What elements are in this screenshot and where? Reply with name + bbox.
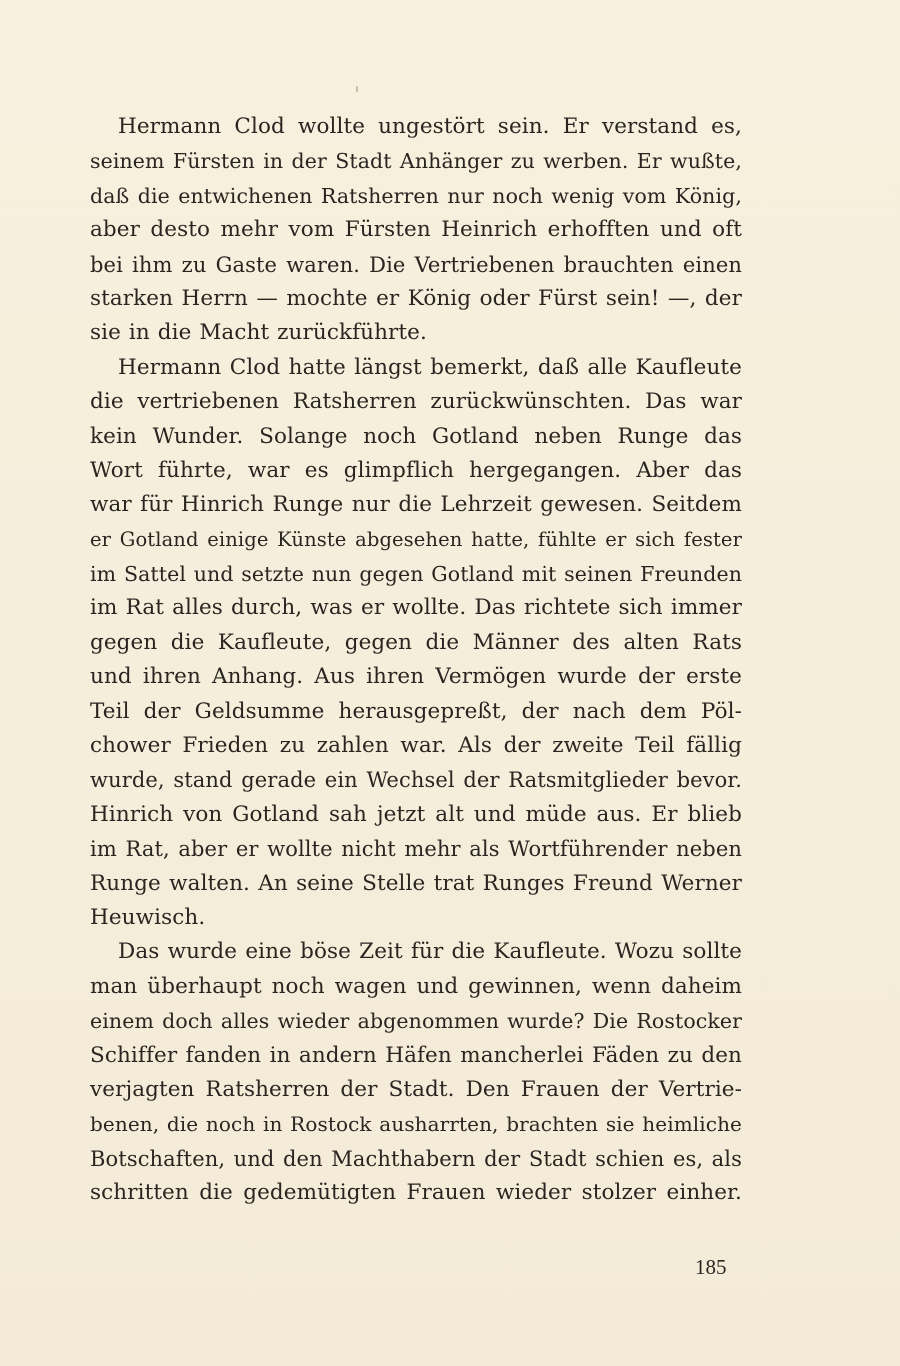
text-line: seinem Fürsten in der Stadt Anhänger zu werben. Er wußte,	[90, 149, 742, 174]
text-line: wurde, stand gerade ein Wechsel der Ratsmitglieder bevor.	[90, 768, 742, 793]
text-line: benen, die noch in Rostock ausharrten, brachten sie heimliche	[90, 1112, 742, 1137]
text-line: Hinrich von Gotland sah jetzt alt und müde aus. Er blieb	[90, 801, 742, 827]
text-line: Hermann Clod wollte ungestört sein. Er verstand es,	[118, 114, 742, 139]
text-line: Hermann Clod hatte längst bemerkt, daß alle Kaufleute	[118, 354, 742, 380]
text-line: aber desto mehr vom Fürsten Heinrich erhofften und oft	[90, 217, 742, 243]
paragraph-3	[90, 935, 742, 1210]
text-line: Runge walten. An seine Stelle trat Runges Freund Werner	[90, 870, 742, 896]
text-line: im Rat, aber er wollte nicht mehr als Wortführender neben	[90, 837, 742, 862]
text-line: starken Herrn — mochte er König oder Fürst sein! —, der	[90, 285, 742, 311]
text-line: einem doch alles wieder abgenommen wurde? Die Rostocker	[90, 1009, 742, 1034]
paragraph-1	[90, 110, 742, 351]
paper-speck	[356, 86, 358, 92]
text-line: chower Frieden zu zahlen war. Als der zweite Teil fällig	[90, 733, 742, 759]
text-line: sie in die Macht zurückführte.	[90, 320, 427, 346]
text-line: daß die entwichenen Ratsherren nur noch wenig vom König,	[90, 183, 742, 208]
text-line: Wort führte, war es glimpflich hergegangen. Aber das	[90, 457, 742, 483]
text-line: bei ihm zu Gaste waren. Die Vertriebenen brauchten einen	[90, 252, 742, 277]
text-line: schritten die gedemütigten Frauen wieder stolzer einher.	[90, 1180, 742, 1206]
text-line: gegen die Kaufleute, gegen die Männer des alten Rats	[90, 629, 742, 655]
text-line: Heuwisch.	[90, 904, 206, 930]
text-line: Schiffer fanden in andern Häfen mancherlei Fäden zu den	[90, 1042, 742, 1068]
text-line: im Sattel und setzte nun gegen Gotland mit seinen Freunden	[90, 562, 742, 587]
text-line: Teil der Geldsumme herausgepreßt, der nach dem Pöl-	[90, 698, 742, 724]
text-line: war für Hinrich Runge nur die Lehrzeit gewesen. Seitdem	[90, 492, 742, 518]
text-line: die vertriebenen Ratsherren zurückwünschten. Das war	[90, 389, 742, 415]
text-line: und ihren Anhang. Aus ihren Vermögen wurde der erste	[90, 664, 742, 690]
text-line: im Rat alles durch, was er wollte. Das richtete sich immer	[90, 595, 742, 621]
body-text	[90, 110, 742, 1211]
page-number: 185	[695, 1255, 727, 1279]
text-line: man überhaupt noch wagen und gewinnen, wenn daheim	[90, 973, 742, 999]
text-line: Botschaften, und den Machthabern der Stadt schien es, als	[90, 1146, 742, 1171]
paragraph-2	[90, 351, 742, 936]
text-line: Das wurde eine böse Zeit für die Kaufleute. Wozu sollte	[118, 939, 742, 965]
text-line: kein Wunder. Solange noch Gotland neben Runge das	[90, 423, 742, 449]
text-line: verjagten Ratsherren der Stadt. Den Frauen der Vertrie-	[90, 1076, 742, 1102]
text-line: er Gotland einige Künste abgesehen hatte, fühlte er sich fester	[90, 527, 742, 551]
